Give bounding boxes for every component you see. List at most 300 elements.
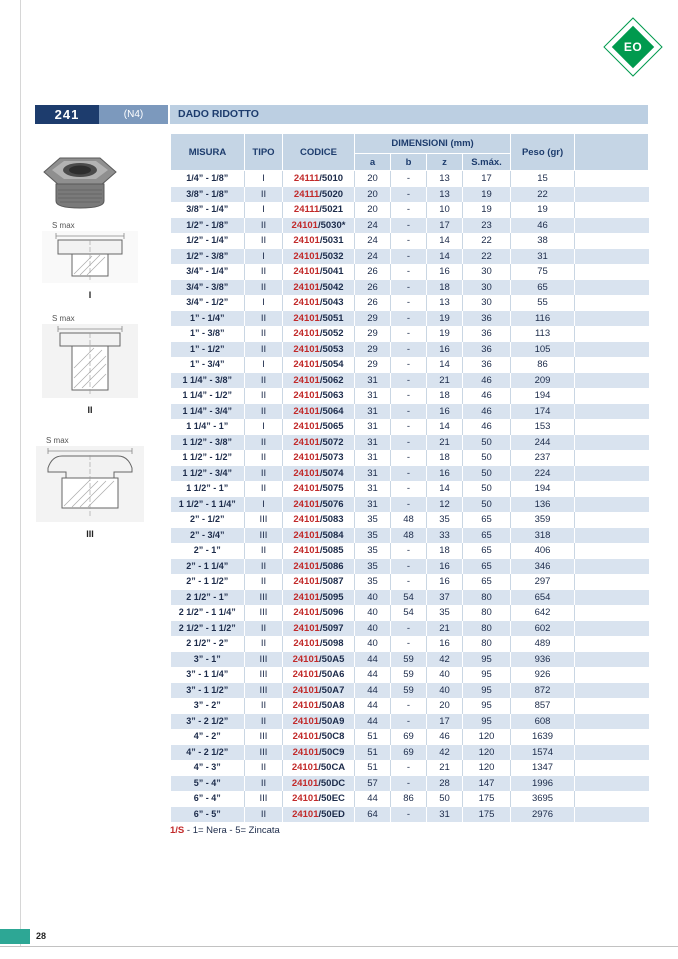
cell-a: 26 [355, 280, 391, 296]
code-prefix: 24101 [293, 374, 320, 386]
cell-codice [283, 528, 355, 544]
cell-codice [283, 249, 355, 265]
table-row [171, 636, 649, 652]
code-suffix: /5062 [319, 374, 344, 386]
cell-a: 20 [355, 202, 391, 218]
cell-peso: 642 [511, 605, 575, 621]
cell-z: 13 [427, 171, 463, 187]
cell-misura: 2” - 1 1/2” [171, 574, 245, 590]
cell-spacer [575, 342, 649, 358]
cell-tipo: II [245, 342, 283, 358]
cell-smax: 80 [463, 605, 511, 621]
cell-peso: 936 [511, 652, 575, 668]
cell-smax: 46 [463, 373, 511, 389]
footnote-highlight: 1/S [170, 825, 185, 836]
cell-peso: 194 [511, 388, 575, 404]
cell-a: 44 [355, 667, 391, 683]
table-row [171, 621, 649, 637]
cell-peso: 153 [511, 419, 575, 435]
table-row [171, 481, 649, 497]
table-row [171, 528, 649, 544]
cell-tipo: I [245, 295, 283, 311]
cell-b: - [391, 776, 427, 792]
cell-b: - [391, 466, 427, 482]
cell-spacer [575, 559, 649, 575]
cell-z: 35 [427, 512, 463, 528]
cell-peso: 174 [511, 404, 575, 420]
code-prefix: 24101 [293, 343, 320, 355]
cell-codice [283, 652, 355, 668]
cell-spacer [575, 435, 649, 451]
cell-spacer [575, 512, 649, 528]
cell-smax: 175 [463, 807, 511, 823]
cell-smax: 120 [463, 745, 511, 761]
cell-smax: 46 [463, 388, 511, 404]
cell-b: 59 [391, 683, 427, 699]
cell-smax: 30 [463, 264, 511, 280]
cell-smax: 50 [463, 466, 511, 482]
cell-b: 69 [391, 745, 427, 761]
cell-a: 40 [355, 636, 391, 652]
code-prefix: 24101 [293, 545, 320, 556]
cell-a: 31 [355, 373, 391, 389]
cell-peso: 3695 [511, 791, 575, 807]
table-row [171, 590, 649, 606]
cell-z: 20 [427, 698, 463, 714]
cell-b: - [391, 233, 427, 249]
cell-smax: 46 [463, 419, 511, 435]
code-suffix: /5051 [319, 312, 344, 324]
cell-b: - [391, 187, 427, 203]
code-suffix: /5021 [319, 204, 344, 215]
cell-b: - [391, 636, 427, 652]
cell-a: 31 [355, 497, 391, 513]
cell-a: 26 [355, 264, 391, 280]
figure-label: I [88, 290, 92, 300]
cell-smax: 30 [463, 280, 511, 296]
cell-tipo: II [245, 714, 283, 730]
cell-smax: 46 [463, 404, 511, 420]
table-row [171, 667, 649, 683]
cell-b: - [391, 807, 427, 823]
table-row [171, 171, 649, 187]
cell-codice [283, 714, 355, 730]
cell-peso: 1574 [511, 745, 575, 761]
cell-a: 51 [355, 745, 391, 761]
cell-b: - [391, 249, 427, 265]
dimension-label-smax: S max [46, 436, 69, 445]
cell-tipo: II [245, 388, 283, 404]
cell-codice [283, 590, 355, 606]
code-suffix: /5042 [319, 281, 344, 293]
cell-peso: 224 [511, 466, 575, 482]
cell-spacer [575, 171, 649, 187]
cell-peso: 318 [511, 528, 575, 544]
cell-a: 35 [355, 543, 391, 559]
cell-peso: 857 [511, 698, 575, 714]
code-suffix: /5074 [319, 467, 344, 479]
cell-codice [283, 280, 355, 296]
cell-z: 42 [427, 652, 463, 668]
code-prefix: 24101 [293, 452, 320, 463]
table-row [171, 543, 649, 559]
code-prefix: 24101 [293, 638, 320, 649]
cell-codice [283, 745, 355, 761]
cell-misura: 3/4” - 1/2” [171, 295, 245, 311]
cell-peso: 1347 [511, 760, 575, 776]
cell-smax: 36 [463, 326, 511, 342]
cell-b: - [391, 698, 427, 714]
cell-spacer [575, 357, 649, 373]
table-body [171, 171, 649, 823]
cell-spacer [575, 404, 649, 420]
cell-tipo: II [245, 373, 283, 389]
cell-tipo: I [245, 419, 283, 435]
cell-z: 21 [427, 435, 463, 451]
table-row [171, 791, 649, 807]
cell-a: 44 [355, 652, 391, 668]
cell-spacer [575, 450, 649, 466]
cell-smax: 147 [463, 776, 511, 792]
code-prefix: 24101 [293, 328, 320, 339]
cell-z: 14 [427, 357, 463, 373]
code-suffix: /5031 [319, 235, 344, 246]
product-table [170, 133, 649, 822]
table-row [171, 745, 649, 761]
table-row [171, 652, 649, 668]
code-suffix: /5053 [319, 343, 344, 355]
technical-drawing-III [36, 446, 144, 522]
code-prefix: 24101 [292, 669, 320, 680]
cell-b: - [391, 714, 427, 730]
cell-smax: 22 [463, 233, 511, 249]
code-suffix: /5052 [319, 328, 344, 339]
cell-z: 21 [427, 621, 463, 637]
cell-codice [283, 404, 355, 420]
cell-z: 16 [427, 559, 463, 575]
cell-z: 31 [427, 807, 463, 823]
code-prefix: 24101 [293, 607, 320, 618]
cell-b: 48 [391, 512, 427, 528]
table-row [171, 311, 649, 327]
figure-type-III [36, 436, 144, 539]
table-row [171, 714, 649, 730]
cell-codice [283, 776, 355, 792]
cell-z: 50 [427, 791, 463, 807]
cell-z: 46 [427, 729, 463, 745]
code-suffix: /5072 [319, 436, 344, 448]
cell-peso: 489 [511, 636, 575, 652]
cell-smax: 80 [463, 621, 511, 637]
cell-misura: 1” - 1/2” [171, 342, 245, 358]
cell-tipo: II [245, 760, 283, 776]
cell-z: 14 [427, 233, 463, 249]
cell-spacer [575, 497, 649, 513]
table-row [171, 218, 649, 234]
code-suffix: /50A6 [319, 669, 345, 680]
cell-z: 35 [427, 605, 463, 621]
cell-b: - [391, 388, 427, 404]
cell-z: 16 [427, 636, 463, 652]
code-suffix: /5065 [319, 421, 344, 432]
cell-misura: 1 1/4” - 1/2” [171, 388, 245, 404]
cell-spacer [575, 249, 649, 265]
code-suffix: /50A5 [319, 653, 345, 665]
cell-peso: 31 [511, 249, 575, 265]
dimension-label-smax: S max [52, 221, 75, 230]
cell-codice [283, 373, 355, 389]
cell-tipo: III [245, 667, 283, 683]
code-suffix: /5096 [319, 607, 344, 618]
cell-misura: 2” - 3/4” [171, 528, 245, 544]
code-suffix: /5075 [319, 483, 344, 494]
cell-spacer [575, 621, 649, 637]
code-suffix: /5095 [319, 591, 344, 603]
cell-smax: 50 [463, 481, 511, 497]
cell-tipo: II [245, 481, 283, 497]
cell-codice [283, 481, 355, 497]
header-dim-a: a [355, 154, 391, 171]
cell-spacer [575, 683, 649, 699]
cell-a: 20 [355, 187, 391, 203]
cell-a: 24 [355, 218, 391, 234]
cell-spacer [575, 698, 649, 714]
code-prefix: 24101 [293, 483, 320, 494]
cell-tipo: III [245, 528, 283, 544]
cell-codice [283, 497, 355, 513]
cell-codice [283, 171, 355, 187]
cell-b: - [391, 450, 427, 466]
header-misura: MISURA [171, 134, 245, 171]
cell-peso: 654 [511, 590, 575, 606]
cell-tipo: I [245, 497, 283, 513]
cell-tipo: II [245, 621, 283, 637]
cell-peso: 86 [511, 357, 575, 373]
cell-spacer [575, 729, 649, 745]
header-spacer [575, 134, 649, 171]
cell-spacer [575, 466, 649, 482]
cell-peso: 136 [511, 497, 575, 513]
cell-spacer [575, 528, 649, 544]
cell-codice [283, 264, 355, 280]
table-row [171, 512, 649, 528]
code-prefix: 24101 [293, 405, 320, 417]
cell-peso: 297 [511, 574, 575, 590]
cell-b: - [391, 497, 427, 513]
cell-smax: 19 [463, 187, 511, 203]
logo-text: EO [623, 40, 643, 54]
cell-codice [283, 667, 355, 683]
cell-b: - [391, 435, 427, 451]
code-suffix: /5064 [319, 405, 344, 417]
cell-misura: 1 1/4” - 3/8” [171, 373, 245, 389]
table-row [171, 404, 649, 420]
code-prefix: 24101 [293, 266, 320, 277]
cell-tipo: II [245, 280, 283, 296]
cell-peso: 872 [511, 683, 575, 699]
cell-misura: 1/2” - 3/8” [171, 249, 245, 265]
cell-b: - [391, 543, 427, 559]
footer-color-bar [0, 929, 30, 944]
cell-a: 31 [355, 419, 391, 435]
cell-peso: 116 [511, 311, 575, 327]
cell-a: 35 [355, 528, 391, 544]
cell-codice [283, 807, 355, 823]
cell-a: 35 [355, 574, 391, 590]
cell-b: - [391, 342, 427, 358]
cell-misura: 1/2” - 1/4” [171, 233, 245, 249]
technical-drawing-I [42, 231, 138, 283]
cell-b: - [391, 760, 427, 776]
code-suffix: /50ED [318, 808, 345, 820]
cell-peso: 237 [511, 450, 575, 466]
code-suffix: /5097 [319, 622, 344, 634]
cell-z: 14 [427, 249, 463, 265]
cell-a: 44 [355, 683, 391, 699]
dimension-label-smax: S max [52, 314, 75, 323]
cell-smax: 175 [463, 791, 511, 807]
cell-spacer [575, 776, 649, 792]
cell-z: 12 [427, 497, 463, 513]
code-suffix: /50A7 [319, 684, 345, 696]
cell-misura: 1 1/2” - 3/4” [171, 466, 245, 482]
cell-codice [283, 342, 355, 358]
code-prefix: 24101 [292, 746, 320, 758]
cell-a: 64 [355, 807, 391, 823]
cell-tipo: III [245, 791, 283, 807]
code-prefix: 24101 [291, 762, 319, 773]
code-prefix: 24101 [293, 359, 320, 370]
cell-peso: 194 [511, 481, 575, 497]
cell-a: 31 [355, 388, 391, 404]
cell-a: 44 [355, 698, 391, 714]
header-dim-b: b [391, 154, 427, 171]
cell-smax: 19 [463, 202, 511, 218]
cell-peso: 15 [511, 171, 575, 187]
product-photo [36, 146, 124, 223]
cell-smax: 95 [463, 714, 511, 730]
cell-misura: 4” - 3” [171, 760, 245, 776]
cell-z: 37 [427, 590, 463, 606]
cell-tipo: II [245, 559, 283, 575]
code-suffix: /5020 [319, 188, 344, 200]
table-row [171, 249, 649, 265]
cell-smax: 95 [463, 683, 511, 699]
cell-a: 57 [355, 776, 391, 792]
cell-a: 24 [355, 233, 391, 249]
cell-spacer [575, 373, 649, 389]
cell-a: 35 [355, 512, 391, 528]
cell-a: 29 [355, 326, 391, 342]
cell-z: 17 [427, 218, 463, 234]
table-row [171, 342, 649, 358]
cell-peso: 2976 [511, 807, 575, 823]
cell-z: 14 [427, 419, 463, 435]
cell-z: 14 [427, 481, 463, 497]
cell-codice [283, 760, 355, 776]
cell-z: 13 [427, 295, 463, 311]
cell-z: 18 [427, 280, 463, 296]
cell-spacer [575, 590, 649, 606]
cell-codice [283, 435, 355, 451]
cell-spacer [575, 714, 649, 730]
cell-codice [283, 311, 355, 327]
cell-spacer [575, 667, 649, 683]
cell-tipo: II [245, 450, 283, 466]
cell-tipo: II [245, 187, 283, 203]
cell-misura: 3” - 1 1/2” [171, 683, 245, 699]
cell-peso: 46 [511, 218, 575, 234]
cell-codice [283, 621, 355, 637]
code-prefix: 24101 [293, 622, 320, 634]
cell-spacer [575, 543, 649, 559]
cell-b: 54 [391, 605, 427, 621]
figure-label: III [86, 529, 94, 539]
cell-a: 29 [355, 357, 391, 373]
code-suffix: /50A9 [319, 715, 345, 727]
cell-smax: 65 [463, 559, 511, 575]
table-row [171, 233, 649, 249]
cell-misura: 1/2” - 1/8” [171, 218, 245, 234]
code-prefix: 24101 [292, 793, 319, 804]
cell-codice [283, 559, 355, 575]
cell-z: 18 [427, 543, 463, 559]
cell-tipo: II [245, 326, 283, 342]
code-suffix: /5085 [319, 545, 344, 556]
cell-misura: 6” - 4” [171, 791, 245, 807]
cell-a: 51 [355, 729, 391, 745]
cell-peso: 406 [511, 543, 575, 559]
cell-misura: 1/4” - 1/8” [171, 171, 245, 187]
cell-z: 16 [427, 466, 463, 482]
cell-misura: 4” - 2” [171, 729, 245, 745]
code-prefix: 24101 [291, 219, 318, 231]
cell-smax: 36 [463, 311, 511, 327]
cell-peso: 113 [511, 326, 575, 342]
cell-z: 16 [427, 264, 463, 280]
cell-spacer [575, 264, 649, 280]
cell-tipo: II [245, 698, 283, 714]
cell-misura: 2” - 1/2” [171, 512, 245, 528]
page-title: DADO RIDOTTO [170, 105, 648, 124]
cell-peso: 1639 [511, 729, 575, 745]
cell-peso: 346 [511, 559, 575, 575]
code-prefix: 24101 [293, 421, 320, 432]
cell-z: 40 [427, 667, 463, 683]
cell-misura: 4” - 2 1/2” [171, 745, 245, 761]
code-suffix: /5063 [319, 390, 344, 401]
code-prefix: 24101 [293, 297, 320, 308]
cell-codice [283, 450, 355, 466]
table-row [171, 264, 649, 280]
cell-b: - [391, 218, 427, 234]
cell-spacer [575, 326, 649, 342]
cell-codice [283, 729, 355, 745]
code-suffix: /50EC [318, 793, 345, 804]
code-suffix: /5032 [319, 250, 344, 262]
cell-b: - [391, 574, 427, 590]
page-edge-left [20, 0, 21, 947]
cell-spacer [575, 388, 649, 404]
cell-codice [283, 791, 355, 807]
cell-a: 29 [355, 311, 391, 327]
cell-smax: 120 [463, 760, 511, 776]
technical-drawing-II [42, 324, 138, 398]
cell-misura: 3” - 2” [171, 698, 245, 714]
table-row [171, 187, 649, 203]
cell-smax: 120 [463, 729, 511, 745]
cell-smax: 50 [463, 435, 511, 451]
